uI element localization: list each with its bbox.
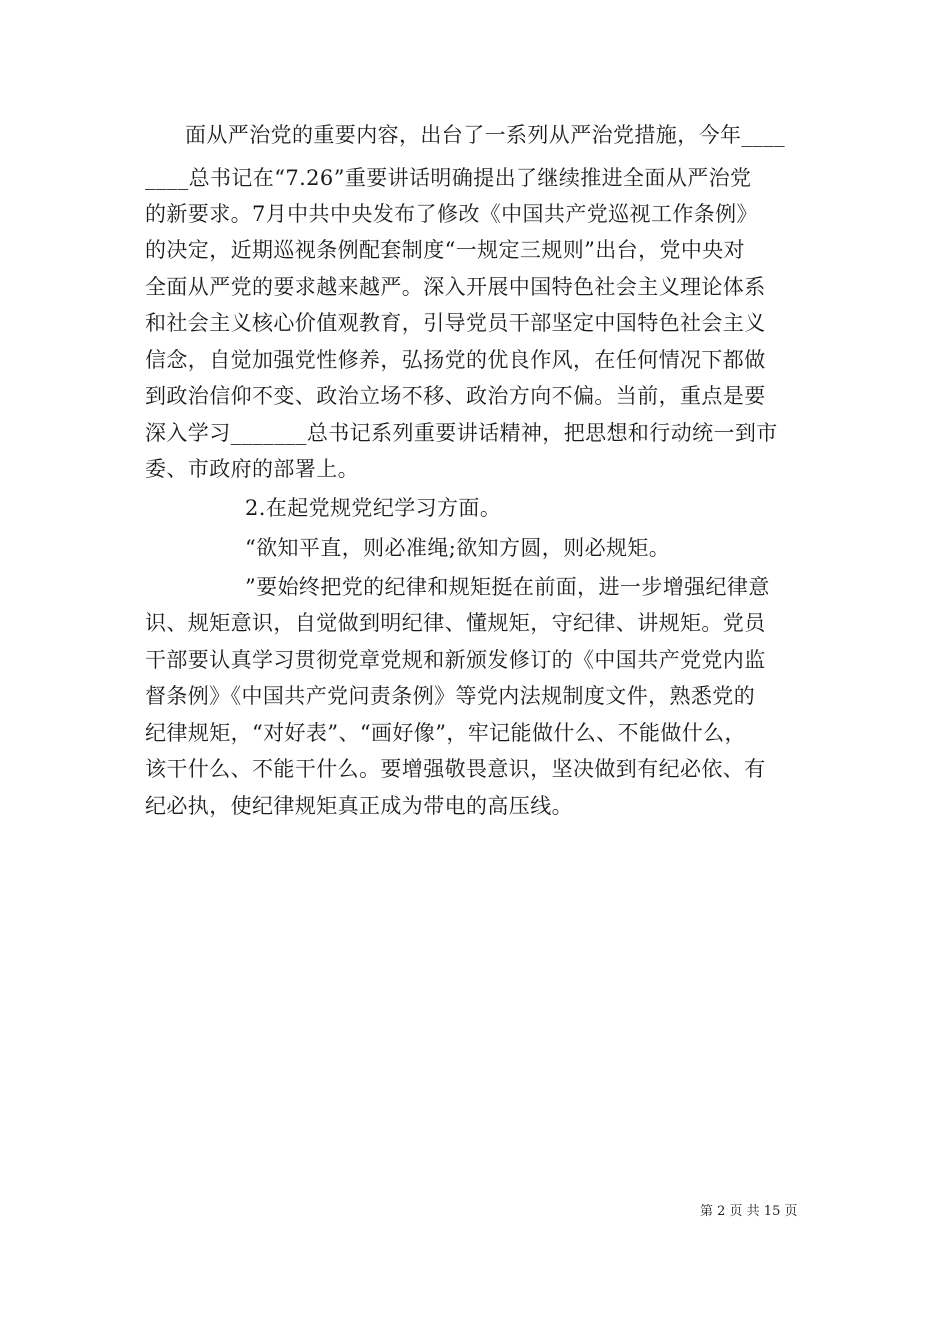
body-line-5: 全面从严党的要求越来越严。深入开展中国特色社会主义理论体系 [145, 275, 766, 299]
body-line-2: ____总书记在“7.26”重要讲话明确提出了继续推进全面从严治党 [145, 166, 752, 190]
body-line-13: ”要始终把党的纪律和规矩挺在前面，进一步增强纪律意 [245, 575, 770, 599]
body-line-3: 的新要求。7月中共中央发布了修改《中国共产党巡视工作条例》 [145, 202, 758, 226]
body-line-4: 的决定，近期巡视条例配套制度“一规定三规则”出台，党中央对 [145, 238, 746, 262]
body-line-6: 和社会主义核心价值观教育，引导党员干部坚定中国特色社会主义 [145, 311, 766, 335]
body-line-16: 督条例》《中国共产党问责条例》等党内法规制度文件，熟悉党的 [145, 684, 756, 708]
body-line-18: 该干什么、不能干什么。要增强敬畏意识，坚决做到有纪必依、有 [145, 757, 766, 781]
body-line-15: 干部要认真学习贯彻党章党规和新颁发修订的《中国共产党党内监 [145, 648, 766, 672]
quote-line: “欲知平直，则必准绳;欲知方圆，则必规矩。 [245, 536, 671, 560]
body-line-1: 面从严治党的重要内容，出台了一系列从严治党措施，今年____ [185, 123, 785, 147]
section-heading: 2.在起党规党纪学习方面。 [245, 496, 502, 520]
body-line-9: 深入学习_______总书记系列重要讲话精神，把思想和行动统一到市 [145, 421, 778, 445]
body-line-19: 纪必执，使纪律规矩真正成为带电的高压线。 [145, 794, 573, 818]
body-line-14: 识、规矩意识，自觉做到明纪律、懂规矩，守纪律、讲规矩。党员 [145, 611, 766, 635]
page-number-footer: 第 2 页 共 15 页 [700, 1204, 798, 1219]
body-line-17: 纪律规矩，“对好表”、“画好像”，牢记能做什么、不能做什么， [145, 721, 746, 745]
body-line-7: 信念，自觉加强党性修养，弘扬党的优良作风，在任何情况下都做 [145, 348, 766, 372]
body-line-10: 委、市政府的部署上。 [145, 457, 359, 481]
body-line-8: 到政治信仰不变、政治立场不移、政治方向不偏。当前，重点是要 [145, 384, 766, 408]
